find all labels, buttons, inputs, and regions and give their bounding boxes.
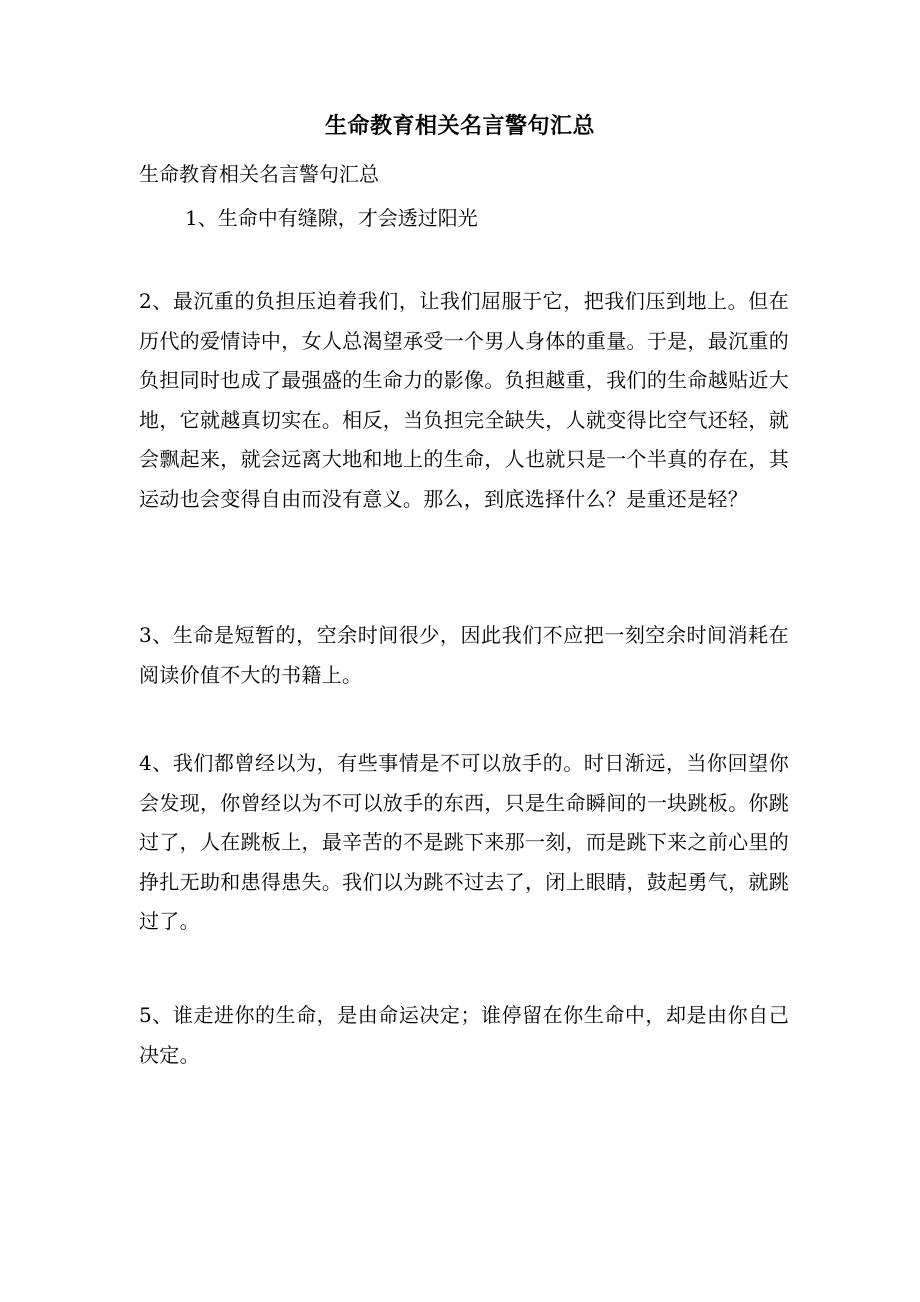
quote-2: 2、最沉重的负担压迫着我们，让我们屈服于它，把我们压到地上。但在历代的爱情诗中，女人总渴望承受一个男人身体的重量。于是，最沉重的负担同时也成了最强盛的生命力的影像。负担越重，我们的生命越贴近大地，它就越真切实在。相反，当负担完全缺失，人就变得比空气还轻，就会飘起来，就会远离大地和地上的生命，人也就只是一个半真的存在，其运动也会变得自由而没有意义。那么，到底选择什么？是重还是轻？ <box>139 289 789 511</box>
quote-4: 4、我们都曾经以为，有些事情是不可以放手的。时日渐远，当你回望你会发现，你曾经以为不可以放手的东西，只是生命瞬间的一块跳板。你跳过了，人在跳板上，最辛苦的不是跳下来那一刻，而是跳下来之前心里的挣扎无助和患得患失。我们以为跳不过去了，闭上眼睛，鼓起勇气，就跳过了。 <box>139 751 789 933</box>
page-title: 生命教育相关名言警句汇总 <box>324 113 595 139</box>
quote-3: 3、生命是短暂的，空余时间很少，因此我们不应把一刻空余时间消耗在阅读价值不大的书籍上。 <box>139 623 789 687</box>
quote-1: 1、生命中有缝隙，才会透过阳光 <box>185 206 478 230</box>
document-subtitle: 生命教育相关名言警句汇总 <box>139 162 379 186</box>
quote-5: 5、谁走进你的生命，是由命运决定；谁停留在你生命中，却是由你自己决定。 <box>139 1003 789 1067</box>
